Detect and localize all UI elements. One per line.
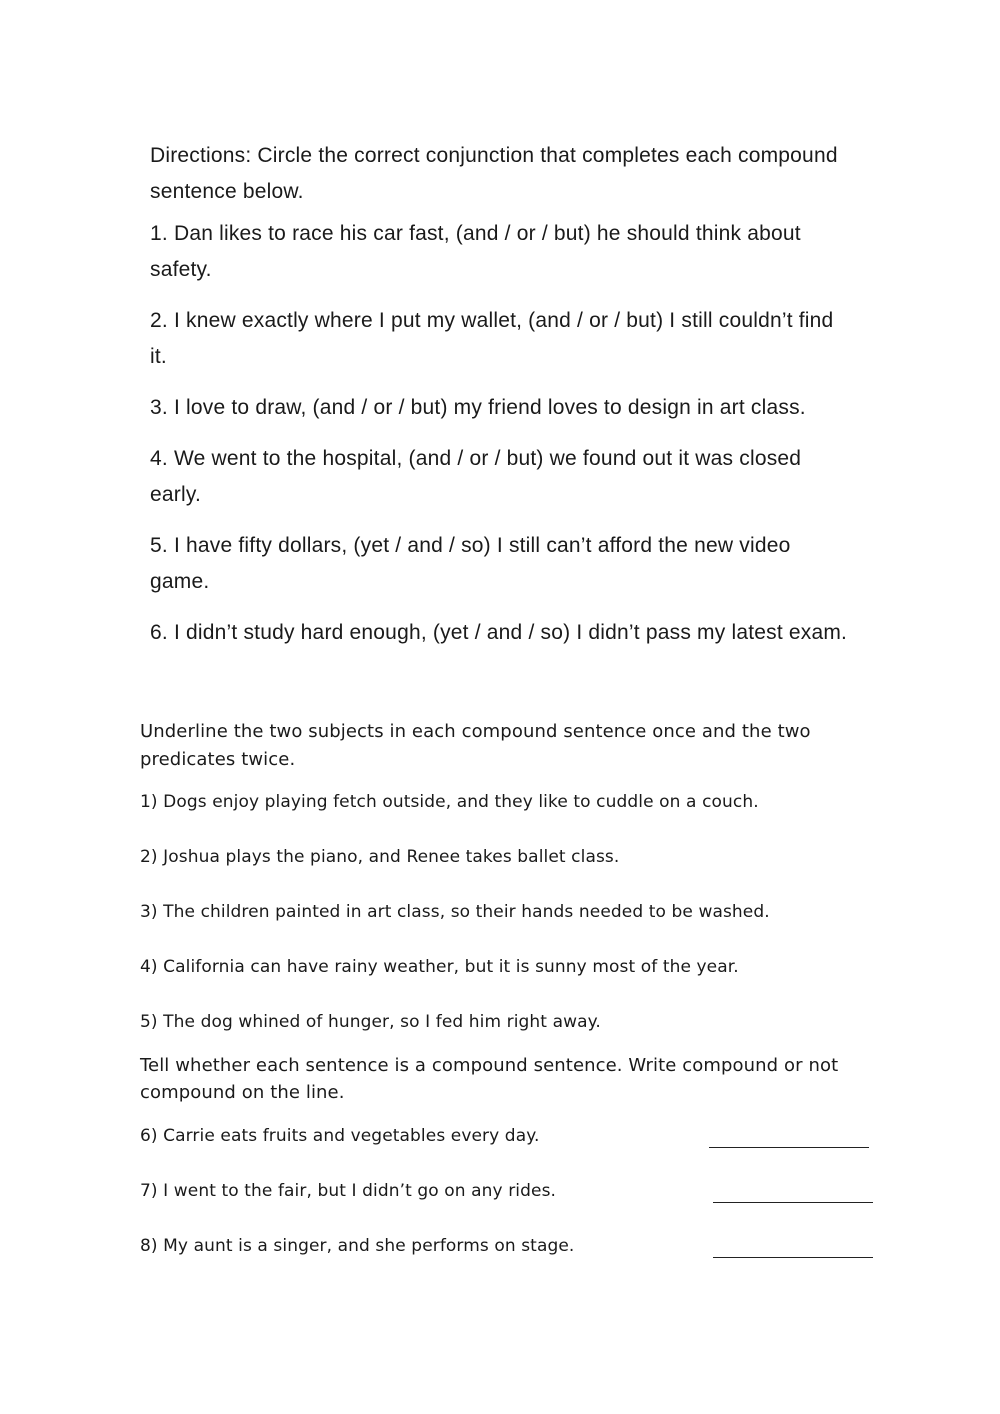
circle-conjunction-section bbox=[150, 138, 850, 651]
underline-item-5: 5) The dog whined of hunger, so I fed him right away. bbox=[140, 1012, 601, 1032]
question-1: 1. Dan likes to race his car fast, (and / or / but) he should think about safety. bbox=[150, 222, 801, 281]
compound-item-7 bbox=[140, 1179, 875, 1209]
answer-line-8[interactable] bbox=[713, 1234, 873, 1258]
underline-item-1: 1) Dogs enjoy playing fetch outside, and they like to cuddle on a couch. bbox=[140, 792, 759, 812]
answer-line-6[interactable] bbox=[709, 1124, 869, 1148]
question-2: 2. I knew exactly where I put my wallet, (and / or / but) I still couldn’t find it. bbox=[150, 309, 834, 368]
underline-item-2: 2) Joshua plays the piano, and Renee takes ballet class. bbox=[140, 847, 620, 867]
answer-line-7[interactable] bbox=[713, 1179, 873, 1203]
underline-directions: Underline the two subjects in each compound sentence once and the two predicates twice. bbox=[140, 721, 811, 770]
question-6: 6. I didn’t study hard enough, (yet / and / so) I didn’t pass my latest exam. bbox=[150, 621, 848, 644]
question-4: 4. We went to the hospital, (and / or / but) we found out it was closed early. bbox=[150, 447, 802, 506]
compound-item-8-text: 8) My aunt is a singer, and she performs on stage. bbox=[140, 1236, 575, 1256]
underline-item-4: 4) California can have rainy weather, but it is sunny most of the year. bbox=[140, 957, 739, 977]
underline-item-3: 3) The children painted in art class, so their hands needed to be washed. bbox=[140, 902, 770, 922]
question-3: 3. I love to draw, (and / or / but) my friend loves to design in art class. bbox=[150, 396, 806, 419]
compound-item-6 bbox=[140, 1124, 875, 1154]
compound-item-7-text: 7) I went to the fair, but I didn’t go on any rides. bbox=[140, 1181, 557, 1201]
compound-directions: Tell whether each sentence is a compound sentence. Write compound or not compound on the line. bbox=[140, 1055, 839, 1103]
directions-text: Directions: Circle the correct conjunction that completes each compound sentence below. bbox=[150, 144, 838, 203]
compound-item-6-text: 6) Carrie eats fruits and vegetables every day. bbox=[140, 1126, 540, 1146]
question-5: 5. I have fifty dollars, (yet / and / so) I still can’t afford the new video game. bbox=[150, 534, 791, 593]
compound-item-8 bbox=[140, 1234, 875, 1264]
